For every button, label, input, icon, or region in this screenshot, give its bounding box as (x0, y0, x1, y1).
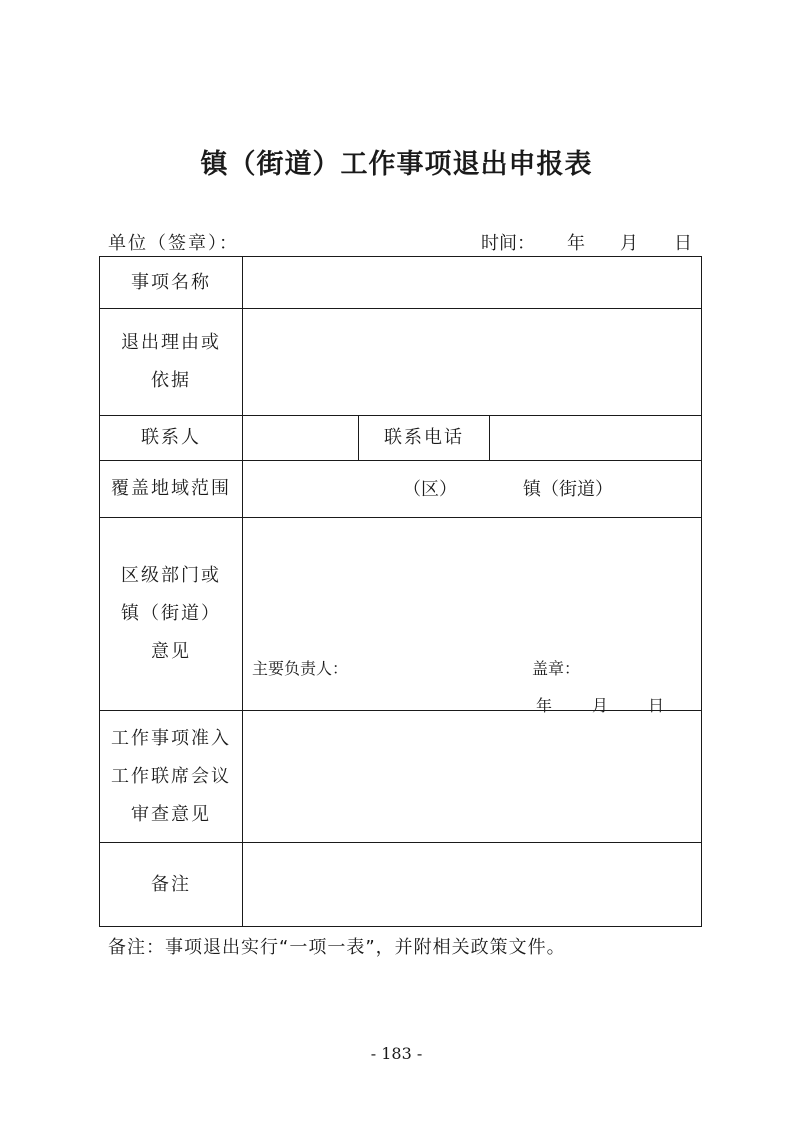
row-item-name (100, 257, 702, 309)
page-number: - 183 - (370, 1044, 423, 1063)
time-label: 时间： (481, 233, 535, 254)
contact-person-field[interactable] (243, 416, 359, 461)
review-line3: 审查意见 (131, 803, 211, 825)
seal-label: 盖章： (532, 659, 581, 678)
contact-person-label: 联系人 (100, 416, 243, 461)
month-label: 月 (620, 233, 638, 254)
row-coverage (100, 461, 702, 518)
unit-seal-label: 单位（签章）： (108, 233, 239, 254)
town-label: 镇（街道） (523, 479, 613, 500)
coverage-area-field[interactable] (243, 461, 702, 518)
footer-note: 备注：事项退出实行“一项一表”，并附相关政策文件。 (108, 937, 566, 958)
dept-opinion-line2: 镇（街道） (121, 603, 221, 624)
exit-application-table (99, 256, 702, 927)
opinion-month-label: 月 (592, 696, 609, 715)
review-opinion-label (100, 711, 243, 843)
row-review-opinion (100, 711, 702, 843)
dept-opinion-line3: 意见 (151, 641, 191, 662)
remarks-field[interactable] (243, 843, 702, 927)
row-remarks (100, 843, 702, 927)
contact-phone-label: 联系电话 (359, 416, 490, 461)
exit-reason-line2: 依据 (151, 370, 191, 391)
item-name-label: 事项名称 (100, 257, 243, 309)
district-label: （区） (403, 479, 457, 500)
row-dept-opinion (100, 518, 702, 711)
row-contact (100, 416, 702, 461)
dept-opinion-label (100, 518, 243, 711)
year-label: 年 (567, 233, 585, 254)
coverage-area-label: 覆盖地域范围 (100, 461, 243, 518)
item-name-field[interactable] (243, 257, 702, 309)
exit-reason-label (100, 309, 243, 416)
review-line2: 工作联席会议 (111, 765, 231, 787)
day-label: 日 (674, 233, 692, 254)
exit-reason-line1: 退出理由或 (121, 332, 221, 353)
document-title: 镇（街道）工作事项退出申报表 (200, 149, 593, 180)
row-exit-reason (100, 309, 702, 416)
remarks-label: 备注 (100, 843, 243, 927)
principal-label: 主要负责人： (252, 659, 349, 678)
review-opinion-field[interactable] (243, 711, 702, 843)
review-line1: 工作事项准入 (111, 727, 231, 749)
dept-opinion-field[interactable] (243, 518, 702, 715)
dept-opinion-line1: 区级部门或 (121, 565, 221, 586)
contact-phone-field[interactable] (490, 416, 702, 461)
opinion-day-label: 日 (648, 696, 665, 715)
opinion-year-label: 年 (536, 696, 553, 715)
exit-reason-field[interactable] (243, 309, 702, 416)
